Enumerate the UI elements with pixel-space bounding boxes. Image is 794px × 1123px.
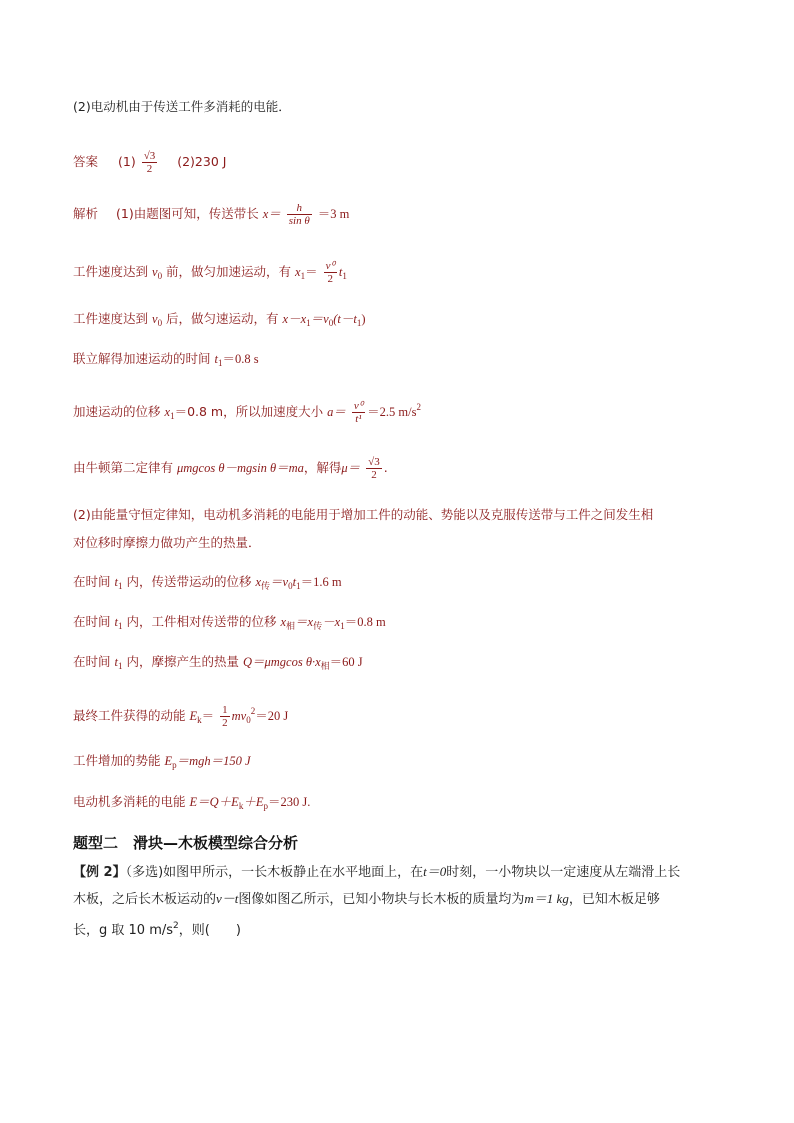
solution-line-7: (2)由能量守恒定律知，电动机多消耗的电能用于增加工件的动能、势能以及克服传送带与工件之间发生相	[73, 507, 654, 522]
answer-fraction: $\frac{√3}{2}$	[143, 150, 156, 175]
solution-line-10: 在时间 $t_1$ 内，工件相对传送带的位移 $x_相=x_传-x_1=0.8$ m	[73, 614, 386, 632]
example-label: 【例 2】	[73, 865, 126, 880]
jiexi-line-1: 解析 (1)由题图可知，传送带长 x＝ $\frac{h}{\text{sin θ}}$ ＝3 m	[73, 202, 350, 227]
example-2: 【例 2】（多选)如图甲所示，一长木板静止在水平地面上，在t＝0时刻，一小物块以一定速度从左端滑上长 木板，之后长木板运动的v－t图像如图乙所示，已知小物块与长木板的质量均为m＝1 kg，已知木板足够 长，g 取 10 $m/s^2$，则( )	[73, 864, 681, 938]
solution-line-8: 对位移时摩擦力做功产生的热量．	[73, 535, 261, 550]
solution-line-6: 由牛顿第二定律有 μmgcos θ－mgsin θ＝ma，解得μ＝ $\frac{√3}{2}$ .	[73, 456, 388, 481]
solution-line-4: 联立解得加速运动的时间 $t_1=0.8$ s	[73, 351, 259, 368]
solution-line-2: 工件速度达到 $v_0$ 前，做匀加速运动，有 $x_1=$ $\frac{\text{v⁰}}{2}$ $t_1$	[73, 260, 347, 285]
solution-line-9: 在时间 $t_1$ 内，传送带运动的位移 $x_传=v_0t_1=1.6$ m	[73, 574, 342, 592]
answer-label: 答案	[73, 154, 99, 169]
solution-line-12: 最终工件获得的动能 $E_k=$ $\frac{1}{2}$ $mv_0^2=20$ J	[73, 704, 289, 729]
answer-line: 答案 (1) $\frac{√3}{2}$ (2)230 J	[73, 150, 227, 175]
v0-half-fraction: $\frac{\text{v⁰}}{2}$	[325, 260, 335, 285]
length-fraction: $\frac{h}{\text{sin θ}}$	[288, 202, 310, 227]
solution-line-13: 工件增加的势能 $E_p=mgh=150$ J	[73, 753, 251, 770]
solution-line-14: 电动机多消耗的电能 $E=Q+E_k+E_p=230$ J.	[73, 794, 311, 811]
half-fraction: $\frac{1}{2}$	[222, 704, 228, 729]
mu-fraction: $\frac{√3}{2}$	[368, 456, 380, 481]
acceleration-fraction: $\frac{\text{v⁰}}{\text{t¹}}$	[353, 400, 364, 425]
section-heading: 题型二 滑块—木板模型综合分析	[73, 834, 299, 852]
question-2: (2)电动机由于传送工件多消耗的电能．	[73, 99, 291, 114]
solution-line-5: 加速运动的位移 $x_1=0.8$ m，所以加速度大小 a＝ $\frac{\text{v⁰}}{\text{t¹}}$ ＝2.5 $m/s^2$	[73, 400, 421, 425]
solution-line-11: 在时间 $t_1$ 内，摩擦产生的热量 Q＝μmgcos $\theta\cdot x_相=60$ J	[73, 654, 363, 672]
solution-line-3: 工件速度达到 $v_0$ 后，做匀速运动，有 $x-x_1=v_0(t-t_1)$	[73, 311, 366, 328]
jiexi-label: 解析	[73, 206, 99, 221]
